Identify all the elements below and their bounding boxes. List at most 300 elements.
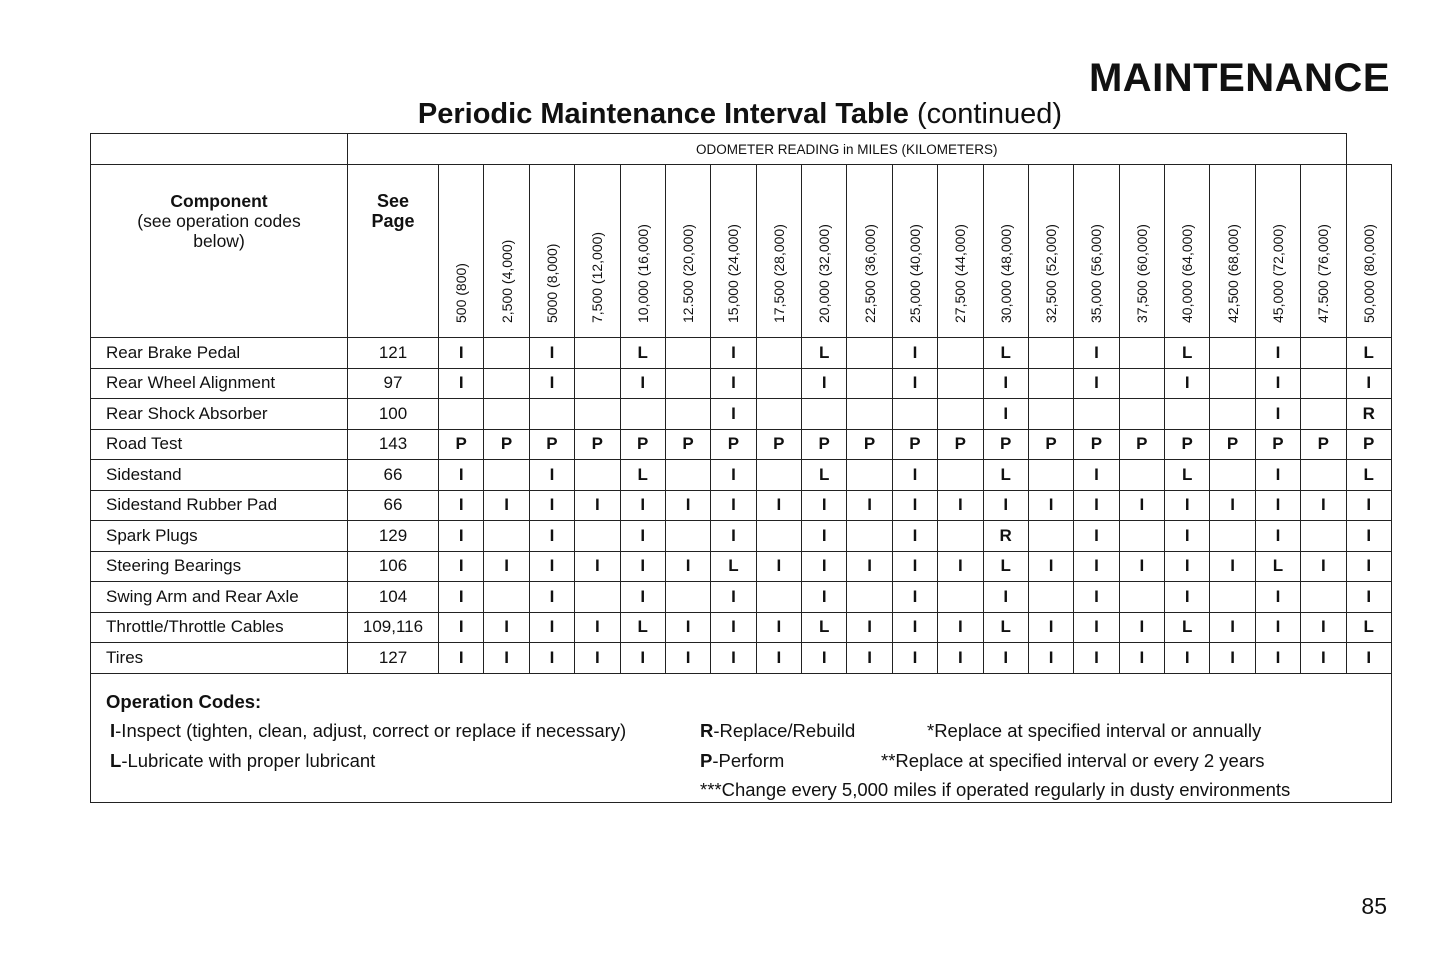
operation-code-cell: L [983,338,1028,369]
component-name: Throttle/Throttle Cables [91,612,348,643]
operation-code-cell [1119,399,1164,430]
operation-code-cell: I [711,338,756,369]
operation-code-cell: I [756,612,801,643]
operation-code-cell: L [711,551,756,582]
component-name: Road Test [91,429,348,460]
operation-code-cell: L [802,612,847,643]
component-header-label: Component [170,191,268,211]
operation-code-cell: I [983,582,1028,613]
see-page-value: 143 [348,429,439,460]
operation-code-cell [1028,460,1073,491]
operation-code-cell: P [484,429,529,460]
operation-code-cell: L [1346,460,1391,491]
component-name: Rear Brake Pedal [91,338,348,369]
operation-code-cell [575,338,620,369]
maintenance-interval-table [90,133,1392,803]
interval-label: 15,000 (24,000) [725,224,742,323]
operation-code-cell [439,399,484,430]
operation-code-cell: I [711,399,756,430]
operation-code-cell [1119,521,1164,552]
operation-code-cell: I [1301,643,1346,674]
interval-header [892,165,937,338]
operation-code-cell: I [892,338,937,369]
operation-code-cell: I [892,643,937,674]
operation-code-cell: I [1346,521,1391,552]
interval-header [1255,165,1300,338]
operation-code-cell: I [1165,521,1210,552]
operation-code-cell: I [1255,582,1300,613]
operation-code-cell: I [529,643,574,674]
operation-code-cell [756,399,801,430]
table-row [91,612,1392,643]
see-page-value: 109,116 [348,612,439,643]
operation-code-cell [1210,460,1255,491]
operation-code-cell: L [1346,338,1391,369]
table-row [91,338,1392,369]
operation-code-cell [620,399,665,430]
operation-code-cell: I [439,338,484,369]
operation-code-cell [665,399,710,430]
operation-code-cell: L [620,460,665,491]
operation-code-cell: I [439,582,484,613]
operation-code-cell: I [802,643,847,674]
operation-code-cell: I [756,551,801,582]
see-page-value: 66 [348,490,439,521]
operation-code-cell: I [802,582,847,613]
operation-code-cell: P [938,429,983,460]
operation-code-cell: I [983,490,1028,521]
operation-code-cell: I [1255,521,1300,552]
operation-code-cell: L [1165,612,1210,643]
operation-code-cell: I [983,643,1028,674]
operation-code-cell [575,399,620,430]
operation-code-cell: I [938,551,983,582]
table-row [91,643,1392,674]
operation-code-cell [756,368,801,399]
operation-code-cell: I [711,460,756,491]
interval-header [529,165,574,338]
see-page-value: 100 [348,399,439,430]
operation-code-cell: I [1119,612,1164,643]
operation-code-cell: I [847,643,892,674]
operation-code-cell: I [1210,612,1255,643]
operation-code-cell [892,399,937,430]
operation-code-cell: I [892,551,937,582]
interval-header [439,165,484,338]
page-number: 85 [1361,893,1387,919]
operation-code-cell: P [847,429,892,460]
interval-header [665,165,710,338]
operation-code-cell: L [802,460,847,491]
operation-code-cell: I [439,368,484,399]
operation-code-cell: I [620,551,665,582]
operation-code-cell: P [1119,429,1164,460]
interval-label: 35,000 (56,000) [1088,224,1105,323]
operation-code-cell: P [620,429,665,460]
interval-header [1301,165,1346,338]
operation-code-cell [665,460,710,491]
operation-code-cell: I [938,643,983,674]
operation-code-cell [665,582,710,613]
operation-code-cell [938,368,983,399]
operation-code-cell: I [575,490,620,521]
operation-code-cell: I [711,643,756,674]
operation-code-cell: I [1165,490,1210,521]
operation-code-cell: I [892,490,937,521]
operation-code-cell: I [1165,368,1210,399]
operation-code-cell: R [983,521,1028,552]
operation-code-cell: I [1255,490,1300,521]
operation-code-cell: I [439,551,484,582]
operation-code-cell: I [620,643,665,674]
table-row [91,582,1392,613]
operation-code-cell: I [1210,643,1255,674]
see-page-value: 97 [348,368,439,399]
operation-code-cell: I [1301,551,1346,582]
operation-code-cell: I [802,551,847,582]
legend-perform: P-Perform [700,749,785,771]
table-row [91,551,1392,582]
operation-code-cell: I [484,643,529,674]
operation-code-cell: I [1255,338,1300,369]
operation-code-cell [1165,399,1210,430]
operation-code-cell: I [620,490,665,521]
operation-code-cell: I [529,582,574,613]
component-name: Steering Bearings [91,551,348,582]
operation-code-cell: I [1165,643,1210,674]
operation-code-cell [1301,582,1346,613]
legend-note-two-years: **Replace at specified interval or every 2 years [881,749,1265,771]
component-header-sub: (see operation codes below) [137,211,301,251]
operation-code-cell: I [756,643,801,674]
operation-code-cell: P [711,429,756,460]
operation-code-cell [575,521,620,552]
interval-header [938,165,983,338]
operation-code-cell: I [892,612,937,643]
operation-code-cell [1119,338,1164,369]
operation-code-cell: P [1255,429,1300,460]
interval-label: 22,500 (36,000) [861,224,878,323]
operation-code-cell [847,368,892,399]
interval-label: 27,500 (44,000) [952,224,969,323]
operation-code-cell [756,521,801,552]
operation-code-cell: I [1074,338,1119,369]
table-row [91,368,1392,399]
operation-code-cell: P [1210,429,1255,460]
operation-code-cell: I [484,490,529,521]
operation-code-cell [1210,521,1255,552]
table-row [91,399,1392,430]
operation-code-cell [529,399,574,430]
operation-code-cell: I [1255,643,1300,674]
operation-code-cell: I [529,490,574,521]
table-row [91,490,1392,521]
operation-code-cell: I [711,490,756,521]
operation-code-cell: I [847,551,892,582]
operation-code-cell: I [529,551,574,582]
interval-label: 20,000 (32,000) [816,224,833,323]
see-page-header: See Page [348,165,439,338]
operation-code-cell [1210,582,1255,613]
operation-code-cell [802,399,847,430]
see-page-value: 66 [348,460,439,491]
operation-code-cell: I [575,551,620,582]
table-title-main: Periodic Maintenance Interval Table [417,98,909,130]
operation-code-cell [847,582,892,613]
operation-code-cell [938,460,983,491]
operation-code-cell: I [1074,643,1119,674]
legend-inspect: I-Inspect (tighten, clean, adjust, correct or replace if necessary) [110,719,627,741]
operation-code-cell: I [1074,460,1119,491]
odometer-header: ODOMETER READING in MILES (KILOMETERS) [348,134,1347,165]
see-page-value: 104 [348,582,439,613]
operation-code-cell: P [1165,429,1210,460]
operation-code-cell [484,399,529,430]
see-page-value: 129 [348,521,439,552]
interval-header [1165,165,1210,338]
operation-code-cell: R [1346,399,1391,430]
operation-code-cell: P [983,429,1028,460]
operation-code-cell [938,399,983,430]
operation-code-cell [1301,338,1346,369]
operation-code-cell: P [1301,429,1346,460]
component-header [91,165,348,338]
operation-code-cell: I [802,490,847,521]
operation-code-cell [575,368,620,399]
table-title-suffix: (continued) [916,98,1063,130]
interval-header [802,165,847,338]
component-name: Swing Arm and Rear Axle [91,582,348,613]
operation-code-cell: P [665,429,710,460]
operation-code-cell [1210,338,1255,369]
table-row [91,460,1392,491]
operation-code-cell: I [1346,551,1391,582]
operation-code-cell: I [665,612,710,643]
component-name: Spark Plugs [91,521,348,552]
operation-code-cell: I [1119,490,1164,521]
operation-code-cell [847,399,892,430]
interval-header [1074,165,1119,338]
operation-code-cell [1119,582,1164,613]
operation-code-cell: I [1346,582,1391,613]
operation-code-cell: L [983,460,1028,491]
operation-code-cell: I [847,612,892,643]
operation-code-cell: P [1028,429,1073,460]
operation-code-cell: L [620,612,665,643]
operation-code-cell: I [938,612,983,643]
operation-code-cell: I [439,521,484,552]
legend-title: Operation Codes: [106,690,262,712]
odometer-header-row [91,134,1392,165]
operation-code-cell: I [439,612,484,643]
operation-code-cell [1301,521,1346,552]
interval-label: 7,500 (12,000) [589,231,606,323]
operation-code-cell: L [983,612,1028,643]
operation-code-cell: I [665,551,710,582]
operation-code-cell: P [439,429,484,460]
legend-replace: R-Replace/Rebuild [700,719,856,741]
interval-header [1210,165,1255,338]
interval-label: 10,000 (16,000) [634,224,651,323]
operation-code-cell: P [575,429,620,460]
see-page-value: 121 [348,338,439,369]
interval-label: 30,000 (48,000) [997,224,1014,323]
operation-code-cell: I [983,368,1028,399]
section-title: MAINTENANCE [1088,56,1390,100]
interval-header [484,165,529,338]
operation-code-cell: L [1165,338,1210,369]
operation-code-cell [756,582,801,613]
interval-label: 12.500 (20,000) [680,224,697,323]
operation-code-cell: P [892,429,937,460]
operation-code-cell [665,368,710,399]
interval-label: 5000 (8,000) [543,243,560,323]
operation-code-cell: I [665,643,710,674]
operation-code-cell: I [439,643,484,674]
interval-header [1028,165,1073,338]
operation-code-cell: I [1255,460,1300,491]
operation-code-cell: I [1074,490,1119,521]
operation-code-cell: I [439,490,484,521]
operation-code-cell: I [1346,643,1391,674]
operation-code-cell: I [1255,368,1300,399]
operation-code-cell [484,368,529,399]
operation-code-cell [1074,399,1119,430]
operation-code-cell [1210,368,1255,399]
operation-code-cell [1028,521,1073,552]
operation-code-cell: I [1119,643,1164,674]
operation-code-cell: I [1074,582,1119,613]
operation-code-cell [756,338,801,369]
operation-code-cell: I [1028,643,1073,674]
operation-code-cell: I [892,582,937,613]
operation-code-cell: I [1074,551,1119,582]
operation-code-cell [484,338,529,369]
operation-code-cell: I [1210,551,1255,582]
component-name: Tires [91,643,348,674]
operation-code-cell: I [1028,551,1073,582]
operation-code-cell [665,338,710,369]
operation-code-cell [1301,399,1346,430]
operation-code-cell [1028,338,1073,369]
interval-label: 50,000 (80,000) [1360,224,1377,323]
operation-code-cell [1301,460,1346,491]
operation-code-cell: I [1346,368,1391,399]
operation-code-cell: I [620,368,665,399]
operation-code-cell: I [1210,490,1255,521]
operation-code-cell [575,460,620,491]
legend-note-dusty: ***Change every 5,000 miles if operated regularly in dusty environments [700,778,1291,800]
operation-code-cell [847,521,892,552]
operation-code-cell: I [1028,612,1073,643]
interval-label: 2,500 (4,000) [498,239,515,323]
operation-code-cell: I [1074,368,1119,399]
operation-code-cell: I [620,521,665,552]
operation-code-cell: I [847,490,892,521]
operation-code-cell: P [529,429,574,460]
see-page-value: 127 [348,643,439,674]
operation-code-cell [756,460,801,491]
interval-header [756,165,801,338]
operation-code-cell [938,338,983,369]
operation-code-cell: L [1346,612,1391,643]
operation-code-cell: I [529,368,574,399]
see-page-value: 106 [348,551,439,582]
operation-code-cell: I [575,612,620,643]
operation-code-cell: I [711,368,756,399]
operation-code-cell [1301,368,1346,399]
operation-code-cell: L [983,551,1028,582]
operation-code-cell: I [529,460,574,491]
operation-code-cell [1028,582,1073,613]
operation-code-cell: I [1074,521,1119,552]
operation-code-cell: I [1301,612,1346,643]
interval-label: 32,500 (52,000) [1043,224,1060,323]
component-name: Rear Shock Absorber [91,399,348,430]
operation-code-cell: I [575,643,620,674]
interval-header [711,165,756,338]
legend-note-annual: *Replace at specified interval or annually [927,719,1262,741]
component-name: Sidestand Rubber Pad [91,490,348,521]
operation-code-cell [938,521,983,552]
operation-code-cell [938,582,983,613]
operation-code-cell: L [1165,460,1210,491]
operation-code-cell: I [1346,490,1391,521]
interval-header [575,165,620,338]
operation-code-cell: I [1301,490,1346,521]
operation-code-cell: I [620,582,665,613]
interval-label: 37,500 (60,000) [1133,224,1150,323]
table-row [91,521,1392,552]
operation-code-cell: I [711,521,756,552]
interval-header [983,165,1028,338]
interval-label: 45,000 (72,000) [1269,224,1286,323]
interval-label: 25,000 (40,000) [906,224,923,323]
operation-code-cell [1119,460,1164,491]
operation-code-cell [1119,368,1164,399]
operation-code-cell: I [756,490,801,521]
operation-code-cell: P [1074,429,1119,460]
operation-code-cell: I [1165,551,1210,582]
component-name: Rear Wheel Alignment [91,368,348,399]
operation-code-cell [484,521,529,552]
operation-code-cell: I [439,460,484,491]
operation-code-cell: I [529,612,574,643]
operation-code-cell: I [484,551,529,582]
operation-code-cell: I [484,612,529,643]
operation-code-cell [1028,368,1073,399]
operation-code-cell: I [892,521,937,552]
operation-code-cell [1210,399,1255,430]
interval-label: 42,500 (68,000) [1224,224,1241,323]
operation-code-cell: I [1074,612,1119,643]
operation-code-cell: I [983,399,1028,430]
component-name: Sidestand [91,460,348,491]
table-row [91,429,1392,460]
operation-code-cell: I [1255,399,1300,430]
operation-code-cell: I [665,490,710,521]
interval-label: 40,000 (64,000) [1179,224,1196,323]
interval-header [620,165,665,338]
operation-code-cell [847,338,892,369]
operation-code-cell [1028,399,1073,430]
interval-label: 500 (800) [453,263,470,323]
operation-code-cell: I [892,460,937,491]
operation-code-cell: P [756,429,801,460]
table-title [0,98,1454,131]
interval-label: 17,500 (28,000) [770,224,787,323]
operation-code-cell: I [892,368,937,399]
